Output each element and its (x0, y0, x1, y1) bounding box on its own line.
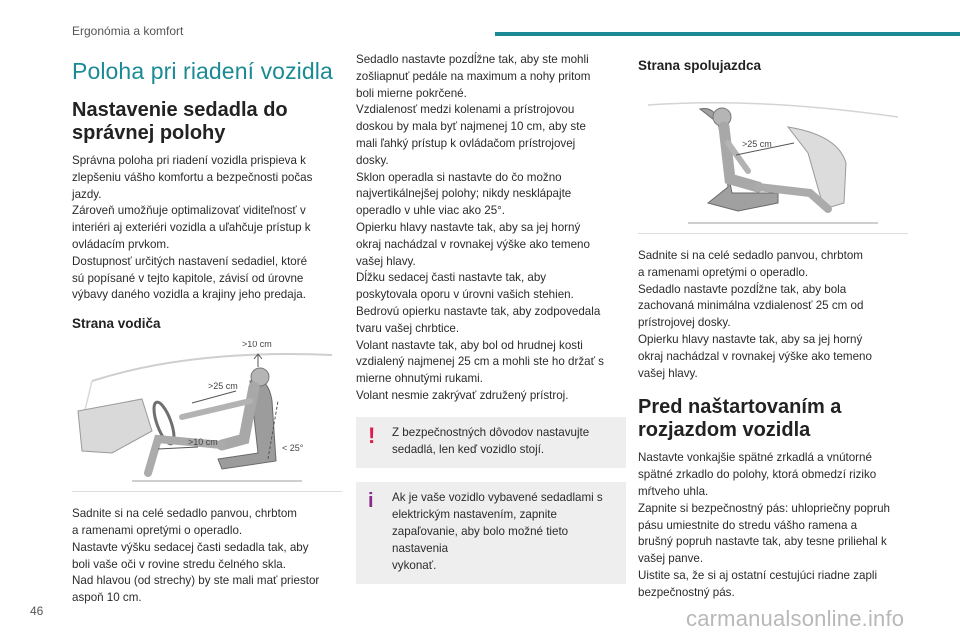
info-icon: i (368, 490, 374, 513)
passenger-side-heading: Strana spolujazdca (638, 58, 762, 73)
section-heading-seat: Nastavenie sedadla do správnej polohy (72, 99, 288, 144)
warning-notice (356, 417, 626, 469)
driver-seat-illustration (72, 341, 342, 492)
running-header: Ergonómia a komfort (72, 24, 184, 38)
driver-label-angle: < 25° (282, 443, 304, 454)
info-notice (356, 482, 626, 584)
column-left (72, 52, 342, 607)
intro-paragraph: Správna poloha pri riadení vozidla prispieva k zlepšeniu vášho komfortu a bezpečnosti počas jazdy. Zároveň umožňuje optimalizovať viditeľnosť v interiéri aj exteriéri vozidla a uľahčuje prístup k ovládacím prvkom. Dostupnosť určitých nastavení sedadiel, ktoré sú popísané v tejto kapitole, závisí od úrovne výbavy daného vozidla a krajiny jeho predaja. (72, 154, 313, 302)
warning-icon: ! (368, 422, 376, 448)
start-paragraph: Nastavte vonkajšie spätné zrkadlá a vnútorné spätné zrkadlo do polohy, ktorá obmedzí riziko mŕtveho uhla. Zapnite si bezpečnostný pás: uhlopriečny popruh pásu umiestnite do stredu vášho ramena a brušný popruh nastavte tak, aby tesne priliehal k vašej panve. Uistite sa, že si aj ostatní cestujúci riadne zapli bezpečnostný pás. (638, 451, 890, 599)
column-right (638, 52, 908, 602)
chapter-title: Poloha pri riadení vozidla (72, 58, 333, 84)
passenger-seat-illustration (638, 83, 908, 234)
page-number: 46 (30, 604, 44, 618)
warning-text: Z bezpečnostných dôvodov nastavujte sedadlá, len keď vozidlo stojí. (392, 425, 590, 456)
passenger-paragraph: Sadnite si na celé sedadlo panvou, chrbtom a ramenami opretými o operadlo. Sedadlo nastavte pozdĺžne tak, aby bola zachovaná minimálna vzdialenosť 25 cm od prístrojovej dosky. Opierku hlavy nastavte tak, aby sa jej horný okraj nachádzal v rovnakej výške ako temeno vašej hlavy. (638, 249, 872, 380)
watermark-text: carmanualsonline.info (686, 606, 905, 631)
passenger-seat-drawing (638, 83, 900, 233)
driver-side-heading: Strana vodiča (72, 316, 161, 332)
seat-adjustment-paragraph: Sedadlo nastavte pozdĺžne tak, aby ste mohli zošliapnuť pedále na maximum a nohy pritom boli mierne pokrčené. Vzdialenosť medzi kolenami a prístrojovou doskou by mala byť najmenej 10 cm, aby ste mali ľahký prístup k ovládačom prístrojovej dosky. Sklon operadla si nastavte do čo možno najvertikálnejšej polohy; nikdy nesklápajte operadlo v uhle viac ako 25°. Opierku hlavy nastavte tak, aby sa jej horný okraj nachádzal v rovnakej výške ako temeno vašej hlavy. Dĺžku sedacej časti nastavte tak, aby poskytovala oporu v úrovni vašich stehien. Bedrovú opierku nastavte tak, aby zodpovedala tvaru vašej chrbtice. Volant nastavte tak, aby bol od hrudnej kosti vzdialený najmenej 25 cm a mohli ste ho držať s mierne ohnutými rukami. Volant nesmie zakrývať združený prístroj. (356, 53, 604, 402)
header-accent-bar (495, 32, 960, 36)
driver-label-wheel: >25 cm (208, 381, 238, 392)
driver-label-head: >10 cm (242, 341, 272, 350)
passenger-label-dashboard: >25 cm (742, 139, 772, 149)
driver-label-knee: >10 cm (188, 437, 218, 448)
column-middle (356, 52, 626, 584)
driver-paragraph: Sadnite si na celé sedadlo panvou, chrbtom a ramenami opretými o operadlo. Nastavte výšku sedacej časti sedadla tak, aby boli vaše oči v rovine stredu čelného skla. Nad hlavou (od strechy) by ste mali mať priestor aspoň 10 cm. (72, 507, 320, 605)
info-text: Ak je vaše vozidlo vybavené sedadlami s elektrickým nastavením, zapnite zapaľovanie, aby bolo možné tieto nastavenia vykonať. (392, 491, 603, 572)
driver-seat-drawing (72, 341, 334, 491)
section-heading-start: Pred naštartovaním a rozjazdom vozidla (638, 396, 842, 442)
